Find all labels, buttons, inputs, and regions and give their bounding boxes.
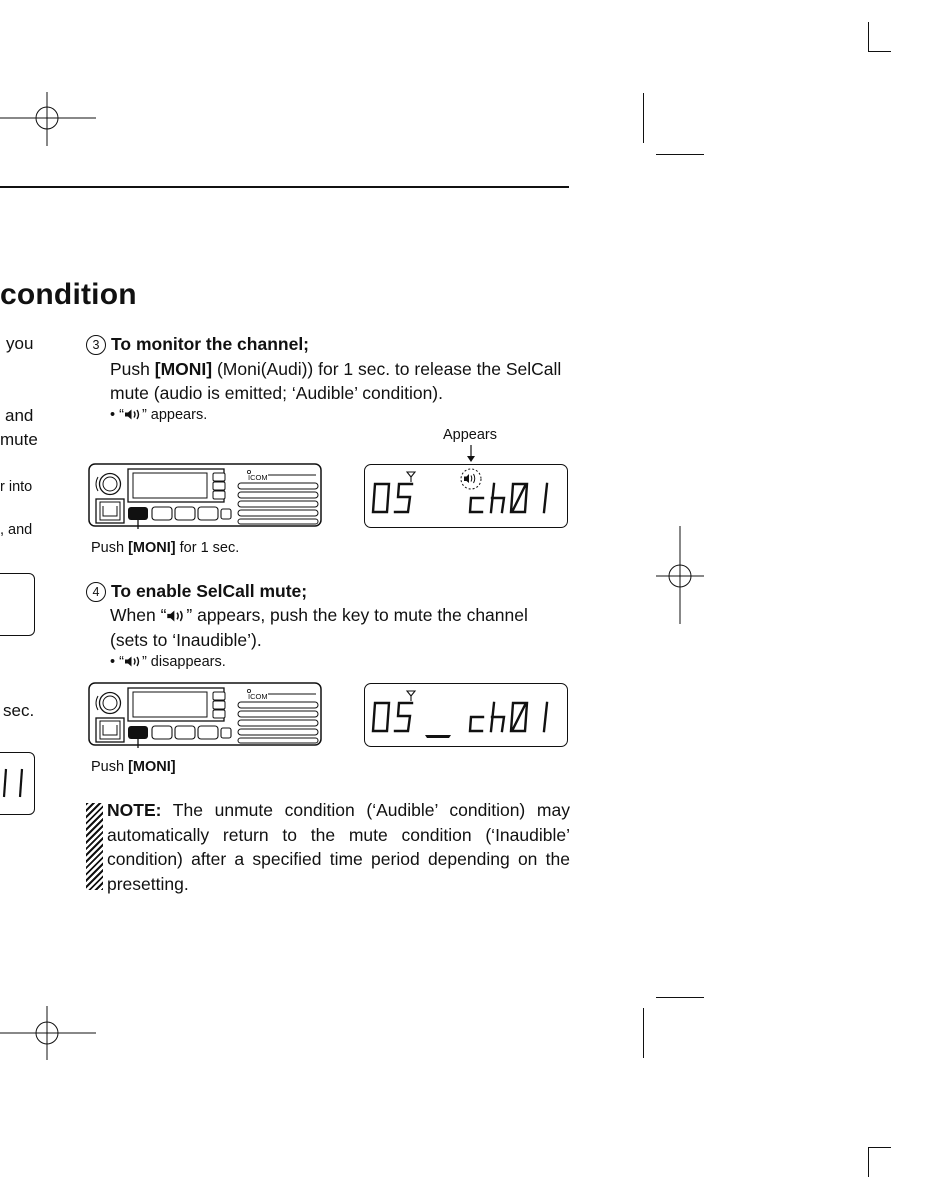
left-fragment: you (6, 334, 34, 353)
registration-mark-icon (0, 1006, 100, 1062)
lcd-segments (365, 465, 567, 527)
note-body: The unmute condition (‘Audible’ condition) may automatically return to the mute condition (‘Inaudible’ condition) after a specified time period depending on the presetting. (107, 800, 570, 894)
step4-title-text: To enable SelCall mute; (111, 581, 308, 601)
note-label: NOTE: (107, 800, 162, 820)
header-rule (0, 186, 569, 188)
left-fragment: , and (0, 522, 33, 538)
crop-mark-icon (868, 1147, 891, 1148)
left-lcd-digits (0, 765, 30, 803)
radio-front-panel (88, 463, 323, 529)
step4-number: 4 (86, 582, 106, 602)
left-box-fragment (0, 573, 35, 636)
note-text (107, 798, 570, 896)
brand-logo-text: ICOM (248, 692, 268, 701)
figure2-caption-prefix: Push (91, 759, 129, 775)
figure1-caption (91, 540, 239, 556)
step3-bullet-prefix: • “ (110, 407, 124, 423)
crop-mark-icon (643, 1008, 644, 1058)
crop-mark-icon (656, 997, 704, 998)
left-fragment: sec. (3, 701, 35, 720)
moni-key-label: [MONI] (154, 359, 213, 379)
figure2-caption-key: [MONI] (128, 759, 176, 775)
step3-bullet-suffix: ” appears. (141, 407, 208, 423)
figure2-caption (91, 759, 176, 775)
step3-number: 3 (86, 335, 106, 355)
step3-title-text: To monitor the channel; (111, 334, 310, 354)
crop-mark-icon (868, 22, 869, 52)
antenna-icon (407, 691, 415, 701)
speaker-icon (166, 610, 186, 622)
step4-bullet-prefix: • “ (110, 654, 124, 670)
note-block (86, 798, 570, 896)
brand-logo-text: ICOM (248, 473, 268, 482)
speaker-icon (124, 656, 142, 667)
step4-bullet (110, 654, 226, 670)
step3-line2: mute (audio is emitted; ‘Audible’ condition). (110, 383, 443, 403)
crop-mark-icon (643, 93, 644, 143)
step4-line1-suffix: ” appears, push the key to mute the channel (186, 605, 528, 625)
section-heading: condition (0, 278, 137, 311)
lcd-display (364, 683, 568, 747)
step4-line1-prefix: When “ (110, 605, 167, 625)
lcd-segments (365, 684, 567, 746)
step4-bullet-suffix: ” disappears. (141, 654, 226, 670)
lcd-display (364, 464, 568, 528)
left-fragment: and (5, 406, 34, 425)
figure1-caption-prefix: Push (91, 540, 129, 556)
speaker-icon (124, 409, 142, 420)
figure1-caption-suffix: for 1 sec. (175, 540, 240, 556)
step3-line1-prefix: Push (110, 359, 155, 379)
crop-mark-icon (868, 51, 891, 52)
registration-mark-icon (652, 526, 708, 626)
step3-line1-suffix: (Moni(Audi)) for 1 sec. to release the SelCall (212, 359, 562, 379)
radio-front-panel (88, 682, 323, 748)
left-fragment: r into (0, 479, 33, 495)
figure1-caption-key: [MONI] (128, 540, 176, 556)
registration-mark-icon (0, 92, 100, 148)
step4-title (86, 581, 307, 602)
step4-line2: (sets to ‘Inaudible’). (110, 630, 262, 650)
step3-bullet (110, 407, 207, 423)
step3-line1 (110, 359, 561, 380)
appears-label: Appears (443, 427, 498, 443)
crop-mark-icon (868, 1147, 869, 1177)
step4-line1 (110, 605, 528, 626)
note-hatch-icon (86, 803, 103, 890)
left-fragment: mute (0, 430, 38, 449)
appears-arrow (464, 445, 478, 463)
antenna-icon (407, 472, 415, 482)
speaker-icon (464, 474, 475, 483)
crop-mark-icon (656, 154, 704, 155)
step3-title (86, 334, 309, 355)
